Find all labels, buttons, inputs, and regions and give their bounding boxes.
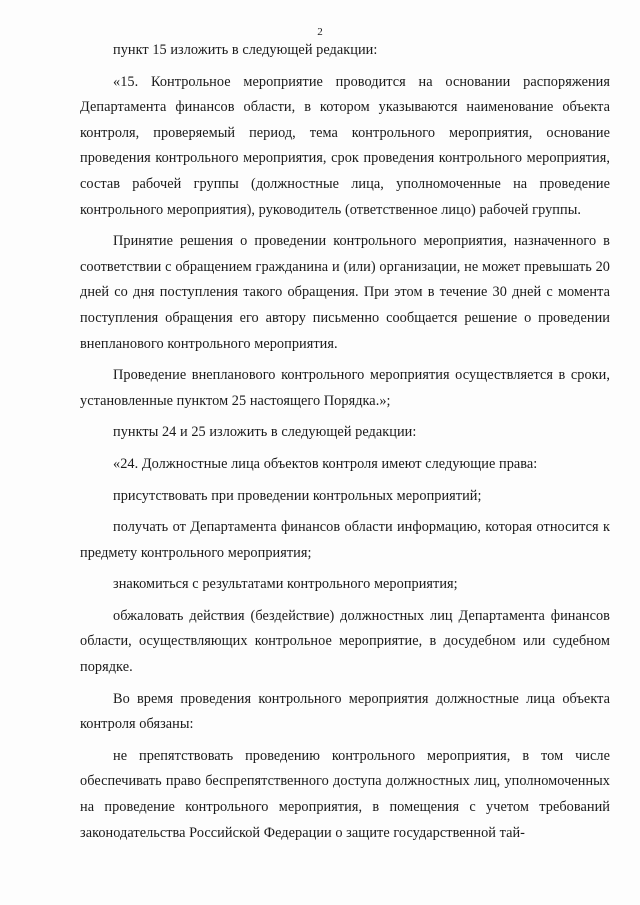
paragraph: знакомиться с результатами контрольного мероприятия; bbox=[113, 576, 458, 593]
paragraph: получать от Департамента финансов области информацию, которая относится к предмету контрольного мероприятия; bbox=[80, 519, 610, 561]
paragraph: Принятие решения о проведении контрольного мероприятия, назначенного в соответствии с обращением гражданина и (или) организации, не может превышать 20 дней со дня поступления такого обращения. При этом в течение 30 дней с момента поступления обращения его автору письменно сообщается решение о проведении внепланового контрольного мероприятия. bbox=[80, 233, 610, 352]
paragraph: пункты 24 и 25 изложить в следующей редакции: bbox=[113, 424, 417, 441]
paragraph: пункт 15 изложить в следующей редакции: bbox=[113, 42, 378, 58]
page-number: 2 bbox=[317, 26, 323, 38]
paragraph: обжаловать действия (бездействие) должностных лиц Департамента финансов области, осуществляющих контрольное мероприятие, в досудебном или судебном порядке. bbox=[80, 607, 610, 676]
paragraph: «24. Должностные лица объектов контроля имеют следующие права: bbox=[113, 455, 538, 472]
paragraph: присутствовать при проведении контрольных мероприятий; bbox=[113, 487, 482, 504]
paragraph: «15. Контрольное мероприятие проводится на основании распоряжения Департамента финансов области, в котором указываются наименование объекта контроля, проверяемый период, тема контрольного мероприятия, основание проведения контрольного мероприятия, срок проведения контрольного мероприятия, состав рабочей группы (должностные лица, уполномоченные на проведение контрольного мероприятия), руководитель (ответственное лицо) рабочей группы. bbox=[80, 73, 610, 218]
document-body bbox=[80, 38, 610, 846]
paragraph: Во время проведения контрольного мероприятия должностные лица объекта контроля обязаны: bbox=[80, 690, 610, 733]
paragraph: не препятствовать проведению контрольного мероприятия, в том числе обеспечивать право беспрепятственного доступа должностных лиц, уполномоченных на проведение контрольного мероприятия, в помещения с учетом требований законодательства Российской Федерации о защите государственной тай- bbox=[80, 747, 610, 841]
paragraph: Проведение внепланового контрольного мероприятия осуществляется в сроки, установленные пунктом 25 настоящего Порядка.»; bbox=[80, 367, 610, 409]
